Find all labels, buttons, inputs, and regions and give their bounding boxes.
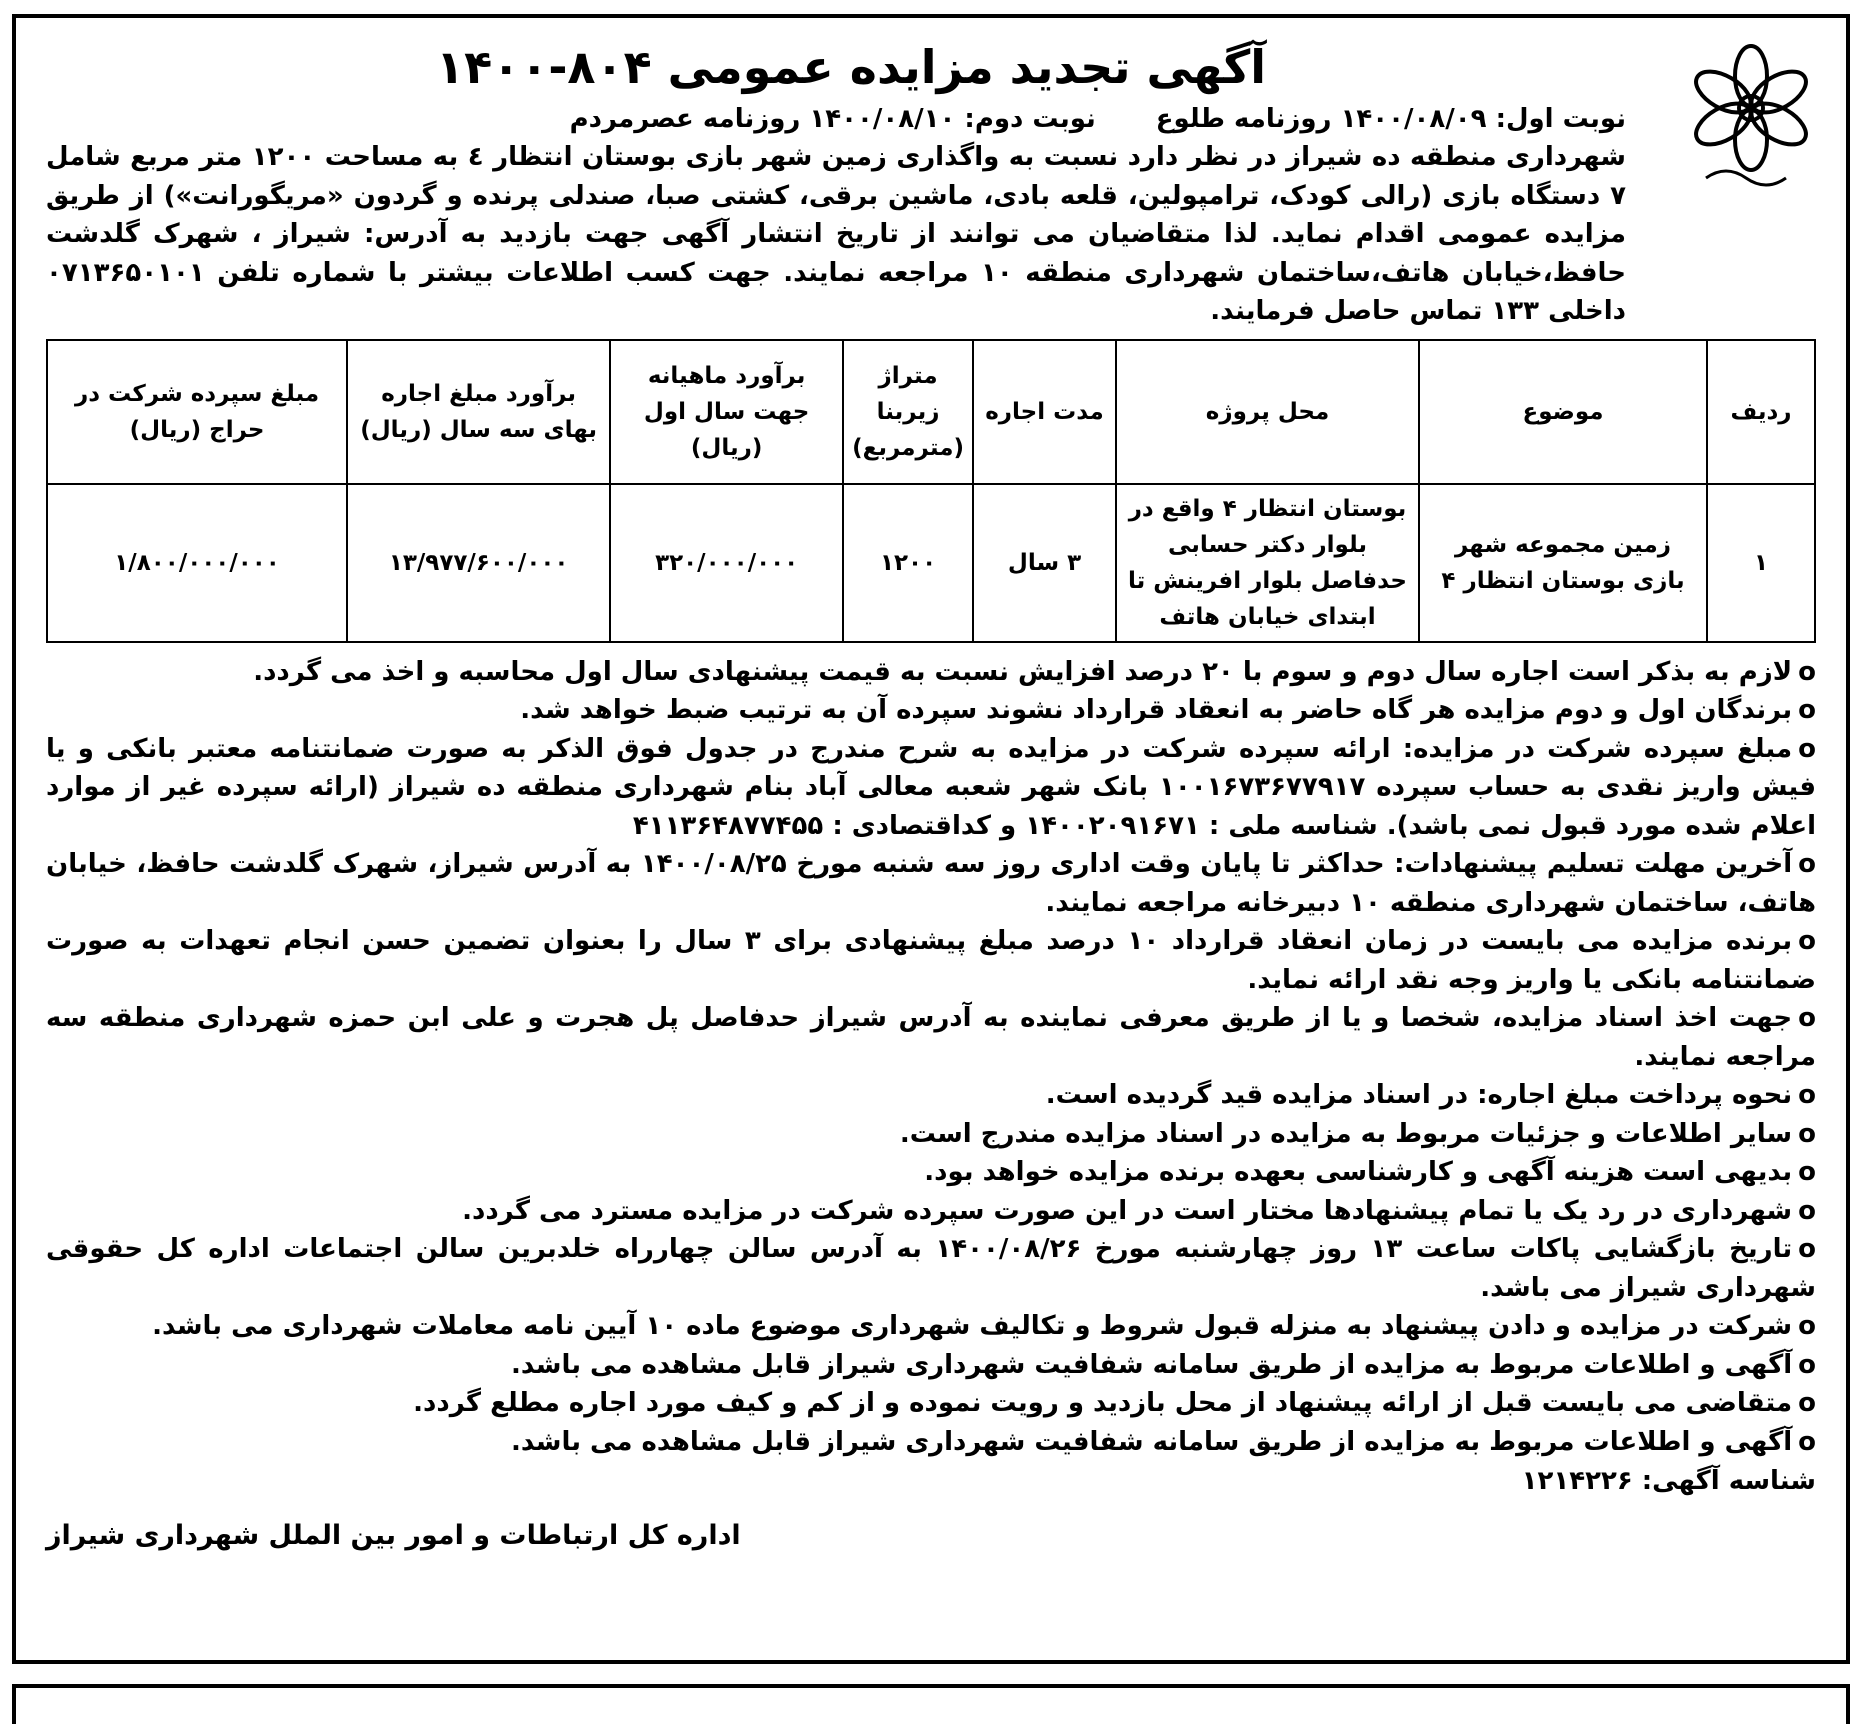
list-item: oآخرین مهلت تسلیم پیشنهادات: حداکثر تا پایان وقت اداری روز سه شنبه مورخ ۱۴۰۰/۰۸/۲۵ به آدرس شیراز، شهرک گلدشت حافظ، خیابان هاتف، ساختمان شهرداری منطقه ۱۰ دبیرخانه مراجعه نمایند.: [46, 849, 1816, 918]
list-item: oمتقاضی می بایست قبل از ارائه پیشنهاد از محل بازدید و رویت نموده و از کم و کیف مورد اجاره مطلع گردد.: [413, 1388, 1816, 1418]
first-publication: نوبت اول: ۱۴۰۰/۰۸/۰۹ روزنامه طلوع: [1155, 104, 1626, 134]
auction-table: [46, 339, 1816, 643]
ad-id: شناسه آگهی: ۱۲۱۴۲۲۶: [1521, 1466, 1816, 1496]
cell-mahiane: ۳۲۰/۰۰۰/۰۰۰: [610, 484, 843, 642]
table-header-row: [47, 340, 1815, 484]
publication-dates: [46, 100, 1626, 138]
header-ejare: برآورد مبلغ اجاره بهای سه سال (ریال): [347, 340, 610, 484]
list-item: oسایر اطلاعات و جزئیات مربوط به مزایده در اسناد مزایده مندرج است.: [899, 1118, 1816, 1149]
cell-seporde: ۱/۸۰۰/۰۰۰/۰۰۰: [47, 484, 347, 642]
list-item: oجهت اخذ اسناد مزایده، شخصا و یا از طریق معرفی نماینده به آدرس شیراز حدفاصل پل هجرت و علی ابن حمزه شهرداری منطقه سه مراجعه نمایند.: [46, 1003, 1816, 1072]
list-item: oبرندگان اول و دوم مزایده هر گاه حاضر به انعقاد قرارداد نشوند سپرده آن به ترتیب ضبط خواهد شد.: [520, 695, 1816, 725]
list-item: oآگهی و اطلاعات مربوط به مزایده از طریق سامانه شفافیت شهرداری شیراز قابل مشاهده می باشد.: [510, 1426, 1816, 1457]
page-title: آگهی تجدید مزایده عمومی ۸۰۴-۱۴۰۰: [436, 40, 1266, 94]
header-mozoo: موضوع: [1419, 340, 1707, 484]
list-item: oشهرداری در رد یک یا تمام پیشنهادها مختار است در این صورت سپرده شرکت در مزایده مسترد می گردد.: [462, 1195, 1816, 1226]
header-moddat: مدت اجاره: [973, 340, 1116, 484]
next-ad-frame: [12, 1684, 1850, 1724]
list-item: oبدیهی است هزینه آگهی و کارشناسی بعهده برنده مزایده خواهد بود.: [924, 1157, 1816, 1187]
list-item: oلازم به بذکر است اجاره سال دوم و سوم با ۲۰ درصد افزایش نسبت به قیمت پیشنهادی سال اول محاسبه و اخذ می گردد.: [253, 656, 1816, 687]
header-mahiane: برآورد ماهیانه جهت سال اول (ریال): [610, 340, 843, 484]
cell-moddat: ۳ سال: [973, 484, 1116, 642]
cell-ejare: ۱۳/۹۷۷/۶۰۰/۰۰۰: [347, 484, 610, 642]
header-seporde: مبلغ سپرده شرکت در حراج (ریال): [47, 340, 347, 484]
issuer-signature: اداره کل ارتباطات و امور بین الملل شهرداری شیراز: [46, 1520, 741, 1551]
ad-frame: [12, 14, 1850, 1664]
header-radif: ردیف: [1707, 340, 1815, 484]
cell-metraj: ۱۲۰۰: [843, 484, 973, 642]
intro-text: شهرداری منطقه ده شیراز در نظر دارد نسبت به واگذاری زمین شهر بازی بوستان انتظار ٤ به مساحت ۱۲۰۰ متر مربع شامل ۷ دستگاه بازی (رالی کودک، ترامپولین، قلعه بادی، ماشین برقی، کشتی صبا، صندلی پرنده و گردون «مریگورانت») از طریق مزایده عمومی اقدام نماید. لذا متقاضیان می توانند از تاریخ انتشار آگهی جهت بازدید به آدرس: شیراز ، شهرک گلدشت حافظ،خیابان هاتف،ساختمان شهرداری منطقه ۱۰ مراجعه نمایند. جهت کسب اطلاعات بیشتر با شماره تلفن ۰۷۱۳۶۵۰۱۰۱ داخلی ۱۳۳ تماس حاصل فرمایند.: [46, 142, 1627, 326]
intro-paragraph: [46, 138, 1816, 331]
conditions-list: [46, 653, 1816, 1462]
list-item: oتاریخ بازگشایی پاکات ساعت ۱۳ روز چهارشنبه مورخ ۱۴۰۰/۰۸/۲۶ به آدرس سالن چهارراه خلدبرین سالن اجتماعات اداره کل حقوقی شهرداری شیراز می باشد.: [46, 1234, 1816, 1303]
list-item: oآگهی و اطلاعات مربوط به مزایده از طریق سامانه شفافیت شهرداری شیراز قابل مشاهده می باشد.: [510, 1349, 1816, 1380]
cell-mahal: بوستان انتظار ۴ واقع در بلوار دکتر حسابی حدفاصل بلوار افرینش تا ابتدای خیابان هاتف: [1116, 484, 1419, 642]
table-row: [47, 484, 1815, 642]
list-item: oمبلغ سپرده شرکت در مزایده: ارائه سپرده شرکت در مزایده به شرح مندرج در جدول فوق الذکر به صورت ضمانتنامه معتبر بانکی و یا فیش واریز نقدی به حساب سپرده ۱۰۰۱۶۷۳۶۷۷۹۱۷ بانک شهر شعبه معالی آباد بنام شهرداری منطقه ده شیراز (ارائه سپرده غیر از موارد اعلام شده مورد قبول نمی باشد). شناسه ملی : ۱۴۰۰۲۰۹۱۶۷۱ و کداقتصادی : ۴۱۱۳۶۴۸۷۷۴۵۵: [46, 733, 1816, 841]
cell-radif: ۱: [1707, 484, 1815, 642]
header-metraj: متراژ زیربنا (مترمربع): [843, 340, 973, 484]
cell-mozoo: زمین مجموعه شهر بازی بوستان انتظار ۴: [1419, 484, 1707, 642]
list-item: oشرکت در مزایده و دادن پیشنهاد به منزله قبول شروط و تکالیف شهرداری موضوع ماده ۱۰ آیین نامه معاملات شهرداری می باشد.: [152, 1311, 1816, 1341]
list-item: oبرنده مزایده می بایست در زمان انعقاد قرارداد ۱۰ درصد مبلغ پیشنهادی برای ۳ سال را بعنوان تضمین حسن انجام تعهدات به صورت ضمانتنامه بانکی یا واریز وجه نقد ارائه نماید.: [46, 926, 1816, 995]
second-publication: نوبت دوم: ۱۴۰۰/۰۸/۱۰ روزنامه عصرمردم: [569, 104, 1096, 134]
list-item: oنحوه پرداخت مبلغ اجاره: در اسناد مزایده قید گردیده است.: [1045, 1080, 1816, 1110]
header-mahal: محل پروژه: [1116, 340, 1419, 484]
